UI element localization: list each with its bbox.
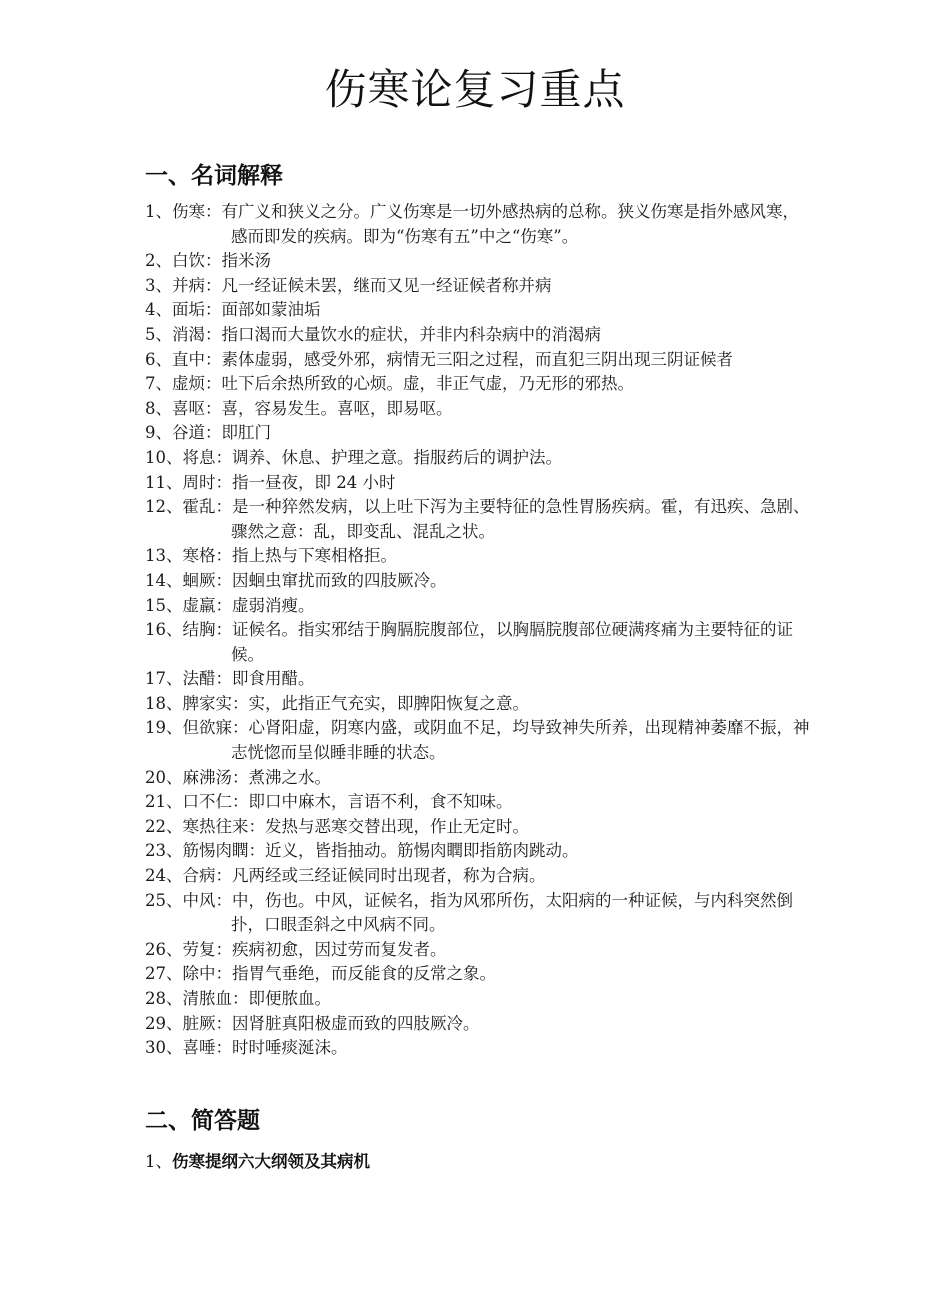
item-term: 寒格： [182,546,232,566]
item-number: 6、 [145,349,172,369]
item-number: 11、 [145,472,183,492]
item-number: 28、 [145,989,183,1008]
list-item [145,889,810,938]
list-item [145,372,810,397]
item-term: 霍乱： [182,497,232,517]
item-definition: 调养、休息、护理之意。指服药后的调护法。 [232,447,562,467]
item-number: 22、 [145,816,183,836]
item-number: 16、 [145,620,183,640]
list-item [145,471,810,496]
item-definition: 实，此指正气充实，即脾阳恢复之意。 [248,693,529,713]
question-item [145,1150,370,1174]
item-number: 14、 [145,570,183,590]
item-definition: 指口渴而大量饮水的症状，并非内科杂病中的消渴病 [221,324,601,344]
item-definition: 是一种猝然发病，以上吐下泻为主要特征的急性胃肠疾病。霍，有迅疾、急剧、骤然之意：乱，即变乱、混乱之状。 [231,497,810,541]
item-term: 虚羸： [182,595,232,615]
list-item [145,1012,810,1037]
item-term: 虚烦： [172,374,222,394]
item-number: 2、 [145,251,172,271]
list-item [145,790,810,815]
item-definition: 因肾脏真阳极虚而致的四肢厥冷。 [232,1013,480,1033]
item-term: 筋惕肉瞤： [182,841,265,861]
item-number: 7、 [145,374,172,394]
item-term: 面垢： [172,300,222,320]
item-term: 脏厥： [182,1013,232,1033]
item-definition: 中，伤也。中风，证候名，指为风邪所伤，太阳病的一种证候，与内科突然倒扑，口眼歪斜之中风病不同。 [231,890,793,935]
item-term: 直中： [172,349,222,369]
item-term: 清脓血： [182,989,249,1008]
item-definition: 指一昼夜，即 24 小时 [232,472,396,492]
item-definition: 指胃气垂绝，而反能食的反常之象。 [232,964,496,984]
item-definition: 即食用醋。 [232,669,315,689]
list-item [145,594,810,619]
list-item [145,495,810,544]
item-definition: 虚弱消瘦。 [232,595,315,615]
section-heading-short-answer: 二、简答题 [145,1108,260,1134]
item-term: 除中： [182,964,232,984]
list-item [145,815,810,840]
item-number: 5、 [145,324,172,344]
item-definition: 指米汤 [221,251,271,271]
item-definition: 指上热与下寒相格拒。 [232,546,397,566]
item-definition: 吐下后余热所致的心烦。虚，非正气虚，乃无形的邪热。 [221,374,634,394]
item-term: 谷道： [172,423,222,443]
item-term: 口不仁： [182,792,249,812]
item-term: 结胸： [182,620,232,640]
item-number: 27、 [145,964,183,984]
page-title: 伤寒论复习重点 [324,65,626,114]
list-item [145,938,810,963]
list-item [145,839,810,864]
item-definition: 凡一经证候未罢，继而又见一经证候者称并病 [221,275,552,295]
item-definition: 喜，容易发生。喜呕，即易呕。 [221,398,453,418]
list-item [145,716,810,765]
list-item [145,348,810,373]
item-term: 消渴： [172,324,222,344]
item-term: 喜呕： [172,398,222,418]
item-number: 29、 [145,1013,183,1033]
item-number: 30、 [145,1038,183,1058]
term-list [145,200,810,1061]
item-term: 蛔厥： [182,570,232,590]
item-definition: 面部如蒙油垢 [221,300,321,320]
list-item [145,692,810,717]
item-number: 1、 [145,202,172,221]
item-number: 17、 [145,669,183,689]
list-item [145,298,810,323]
item-term: 中风： [182,890,232,910]
item-number: 19、 [145,718,183,738]
item-term: 但欲寐： [182,718,249,738]
item-number: 13、 [145,546,183,566]
item-definition: 心肾阳虚，阴寒内盛，或阴血不足，均导致神失所养，出现精神萎靡不振，神志恍惚而呈似睡非睡的状态。 [231,718,810,763]
item-number: 15、 [145,595,183,615]
item-definition: 时时唾痰涎沫。 [232,1038,348,1058]
item-term: 并病： [172,275,222,295]
item-definition: 有广义和狭义之分。广义伤寒是一切外感热病的总称。狭义伤寒是指外感风寒，感而即发的疾病。即为“伤寒有五”中之“伤寒”。 [221,202,799,246]
item-definition: 凡两经或三经证候同时出现者，称为合病。 [232,866,546,886]
item-term: 喜唾： [182,1038,232,1058]
item-term: 周时： [182,472,232,492]
list-item [145,544,810,569]
item-definition: 即便脓血。 [248,989,331,1008]
item-number: 3、 [145,275,172,295]
item-number: 18、 [145,693,183,713]
item-number: 20、 [145,767,183,787]
item-number: 21、 [145,792,183,812]
item-number: 4、 [145,300,172,320]
list-item [145,421,810,446]
item-definition: 素体虚弱，感受外邪，病情无三阳之过程，而直犯三阴出现三阴证候者 [221,349,733,369]
item-definition: 证候名。指实邪结于胸膈脘腹部位，以胸膈脘腹部位硬满疼痛为主要特征的证候。 [231,620,793,664]
list-item [145,200,810,249]
item-term: 法醋： [182,669,232,689]
item-term: 寒热往来： [182,816,265,836]
list-item [145,766,810,791]
item-number: 8、 [145,398,172,418]
list-item [145,962,810,987]
item-term: 劳复： [182,939,232,959]
item-number: 9、 [145,423,172,443]
list-item [145,274,810,299]
item-number: 25、 [145,890,183,910]
item-number: 10、 [145,447,183,467]
item-term: 合病： [182,866,232,886]
item-term: 脾家实： [182,693,249,713]
item-definition: 即肛门 [221,423,271,443]
item-term: 将息： [182,447,232,467]
list-item [145,249,810,274]
item-number: 1、 [145,1152,172,1171]
item-term: 白饮： [172,251,222,271]
section-heading-terms: 一、名词解释 [145,163,283,189]
item-term: 伤寒： [172,202,222,221]
item-definition: 因蛔虫窜扰而致的四肢厥冷。 [232,570,447,590]
list-item [145,323,810,348]
item-number: 12、 [145,497,183,517]
question-text: 伤寒提纲六大纲领及其病机 [172,1152,370,1171]
item-definition: 发热与恶寒交替出现，作止无定时。 [265,816,529,836]
list-item [145,446,810,471]
list-item [145,667,810,692]
item-number: 24、 [145,866,183,886]
item-definition: 即口中麻木，言语不利，食不知味。 [248,792,513,812]
item-definition: 近义，皆指抽动。筋惕肉瞤即指筋肉跳动。 [265,841,579,861]
list-item [145,864,810,889]
list-item [145,618,810,667]
list-item [145,1036,810,1061]
item-definition: 疾病初愈，因过劳而复发者。 [232,939,447,959]
item-number: 26、 [145,939,183,959]
list-item [145,397,810,422]
item-definition: 煮沸之水。 [248,767,331,787]
list-item [145,569,810,594]
item-number: 23、 [145,841,183,861]
list-item [145,987,810,1012]
item-term: 麻沸汤： [182,767,249,787]
